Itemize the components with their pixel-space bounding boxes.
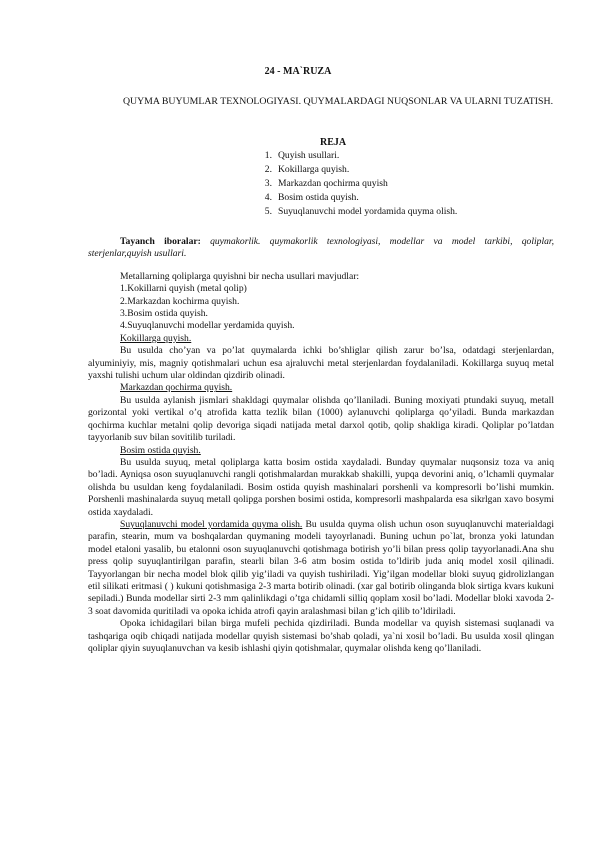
plan-item-text: Quyish usullari. [278,150,340,161]
bosim-paragraph: Bu usulda suyuq, metal qoliplarga katta bosim ostida xaydaladi. Bunday quymalar nuqsonsiz toza va aniq bo’ladi. Ayniqsa oson suyuqlanuvchi rangli qotishmalardan murakkab shakilli, yupqa devorini aniq, o’lchamli quymalar olishda bu usuldan keng foydalaniladi. Bosim ostida quyish mashinalari porshenli va kompresorli bo’lishi mumkin. Porshenli mashinalarda suyuq metall qolipga porshen bosimi ostida, kompresorli mashpalarda esa sikrlgan xavo bosymi ostida xaydaladi. [88,456,554,518]
bosim-heading-text: Bosim ostida quyish. [120,444,201,456]
plan-item-number: 5. [264,206,272,217]
method-item: 3.Bosim ostida quyish. [120,308,208,320]
section-heading-markaz [88,382,554,394]
section-heading-kokil [88,333,554,345]
plan-item-text: Markazdan qochirma quyish [278,178,388,189]
plan-item [250,149,550,163]
plan-list [250,149,550,219]
methods-intro: Metallarning qoliplarga quyishni bir necha usullari mavjudlar: [120,270,360,282]
plan-item-number: 2. [264,164,272,175]
plan-item-text: Bosim ostida quyish. [278,192,359,203]
plan-item-text: Kokillarga quyish. [278,164,350,175]
keywords-label: Tayanch iboralar: [120,236,201,247]
lecture-title: 24 - MA`RUZA [264,66,332,77]
method-item: 4.Suyuqlanuvchi modellar yerdamida quyish. [120,320,295,332]
plan-item [250,205,550,219]
plan-item-number: 1. [264,150,272,161]
method-item: 1.Kokillarni quyish (metal qolip) [120,283,247,295]
section-heading-bosim [88,445,554,457]
plan-item [250,163,550,177]
plan-item-text: Suyuqlanuvchi model yordamida quyma olish. [278,206,458,217]
keywords-text: quymakorlik. quymakorlik texnologiyasi, modellar va model tarkibi, qoliplar, sterjenlar,quyish usullari. [88,236,554,260]
kokil-heading-text: Kokillarga quyish. [120,332,192,344]
model-text: Bu usulda quyma olish uchun oson suyuqlanuvchi materialdagi parafin, stearin, mum va boshqalardan quymaning modeli tayoyrlanadi. Buning uchun po`lat, bronza yoki latundan model etaloni yasalib, bu etalonni oson suyuqlanuvchi qotishmaga botirish yo’li bilan press qolip tayyorlanadi.Ana shu press qolip suyuqlantirilgan parafin, stearli bilan 3-6 atm bosim ostida to’ldirib juda aniq model xosil qilinadi. Tayyorlangan bir necha model blok qilib yig’iladi va quyish tushiriladi. Yig’ilgan modellar bloki suyuq gidrolizlangan etil silikati eritmasi ( ) kukuni qotishmasiga 2-3 marta botirib olinadi. (xar gal botirib olinganda blok sirtiga kvars kukuni sepiladi.) Bunda modellar sirti 2-3 mm qalinlikdagi o’tga chidamli silliq qoplam xosil bo’ladi. Modellar bloki xavoda 2-3 soat davomida quritiladi va opoka ichida atrofi qayin aralashmasi bilan g’ich qilib to’ldiriladi. [88,518,554,617]
markaz-paragraph: Bu usulda aylanish jismlari shakldagi quymalar olishda qo’llaniladi. Buning moxiyati ptundaki suyuq, metall gorizontal yoki vertikal o’q atrofida katta tezlik bilan (1000) aylanuvchi qoliplarga qo’yiladi. Bunda markazdan qochirma kuchlar metalni qolip devoriga siqadi natijada metal darxol qotib, qolip shakliga kiradi. Qoliplar po’latdan tayyorlanib suv bilan sovitilib turiladi. [88,394,554,444]
model-paragraph [88,519,554,618]
plan-item [250,191,550,205]
kokil-paragraph: Bu usulda cho’yan va po’lat quymalarda ichki bo’shliglar qilish zarur bo’lsa, odatdagi sterjenlardan, alyuminiyiy, mis, magniy qotishmalari uchun esa ajraluvchi metal sterjenlardan foydalaniladi. Kokillarga suyuq metal yaxshi tulishi uchum ular oldindan qizdirib olinadi. [88,345,554,382]
markaz-heading-text: Markazdan qochirma quyish. [120,382,233,394]
model-heading-text: Suyuqlanuvchi model yordamida quyma olish. [120,518,303,530]
keywords-paragraph [88,236,554,261]
method-item: 2.Markazdan kochirma quyish. [120,295,240,307]
plan-item-number: 4. [264,192,272,203]
spacer [88,261,554,271]
final-paragraph: Opoka ichidagilari bilan birga mufeli pechida qizdiriladi. Bunda modellar va quyish sistemasi suqlanadi va tashqariga oqib chiqadi natijada modellar quyish sistemasi bo’shab qoladi, ya`ni xosil bo’ladi. Bu usulda xosil qlingan qoliplar qiyin suyuqlanuvchan va kesib ishlashi qiyin qotishmalar, quymalar olishda keng qo’llaniladi. [88,618,554,654]
plan-item [250,177,550,191]
plan-item-number: 3. [264,178,272,189]
plan-heading: REJA [320,137,347,148]
lecture-subtitle: QUYMA BUYUMLAR TEXNOLOGIYASI. QUYMALARDAGI NUQSONLAR VA ULARNI TUZATISH. [122,96,554,107]
document-body [88,236,554,655]
